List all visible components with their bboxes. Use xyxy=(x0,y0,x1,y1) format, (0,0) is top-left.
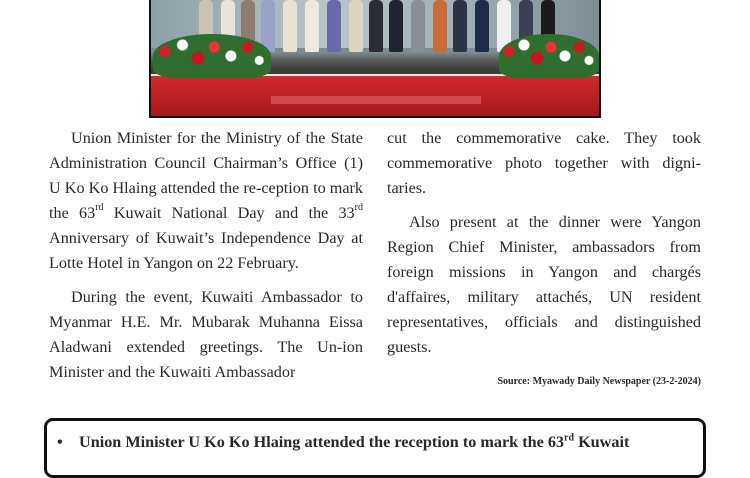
stage-step xyxy=(271,96,481,104)
summary-text-a: Union Minister U Ko Ko Hlaing attended the reception to mark the 63 xyxy=(79,433,565,451)
photo-person xyxy=(389,0,403,52)
photo-person xyxy=(433,0,447,52)
right-paragraph-2: Also present at the dinner were Yangon Region Chief Minister, ambassadors from foreign missions in Yangon and chargés d'affaires, military attachés, UN resident representatives, officials and distinguished guests. xyxy=(387,213,701,356)
bullet-icon: • xyxy=(57,433,63,451)
left-paragraph-1 xyxy=(49,126,363,276)
source-credit: Source: Myawady Daily Newspaper (23-2-2024) xyxy=(497,376,701,387)
photo-person xyxy=(369,0,383,52)
left-column xyxy=(49,126,363,394)
event-photo xyxy=(149,0,601,118)
summary-text-b: Kuwait xyxy=(574,433,630,451)
photo-person xyxy=(305,0,319,52)
photo-person xyxy=(475,0,489,52)
photo-person xyxy=(411,0,425,52)
summary-sup: rd xyxy=(564,432,575,444)
left-p1-text-c: Anniversary of Kuwait’s Independence Day at Lotte Hotel in Yangon on 22 February. xyxy=(49,229,363,272)
summary-box xyxy=(44,418,706,478)
right-paragraph-1: cut the commemorative cake. They took commemorative photo together with digni-taries. xyxy=(387,129,701,197)
photo-person xyxy=(349,0,363,52)
flower-arrangement-right xyxy=(499,34,599,78)
left-p1-sup1: rd xyxy=(95,201,104,213)
left-p1-sup2: rd xyxy=(354,201,363,213)
photo-person xyxy=(453,0,467,52)
flower-arrangement-left xyxy=(153,34,271,78)
photo-person xyxy=(327,0,341,52)
right-column xyxy=(387,126,701,369)
photo-person xyxy=(283,0,297,52)
left-p1-text-a: Union Minister for the Ministry of the State Administration Council Chairman’s Office (1) U Ko Ko Hlaing attended the re-ception to mark the 63 xyxy=(49,129,363,222)
left-p1-text-b: Kuwait National Day and the 33 xyxy=(103,204,355,222)
left-paragraph-2: During the event, Kuwaiti Ambassador to Myanmar H.E. Mr. Mubarak Muhanna Eissa Aladwani extended greetings. The Un-ion Minister and the Kuwaiti Ambassador xyxy=(49,288,363,381)
